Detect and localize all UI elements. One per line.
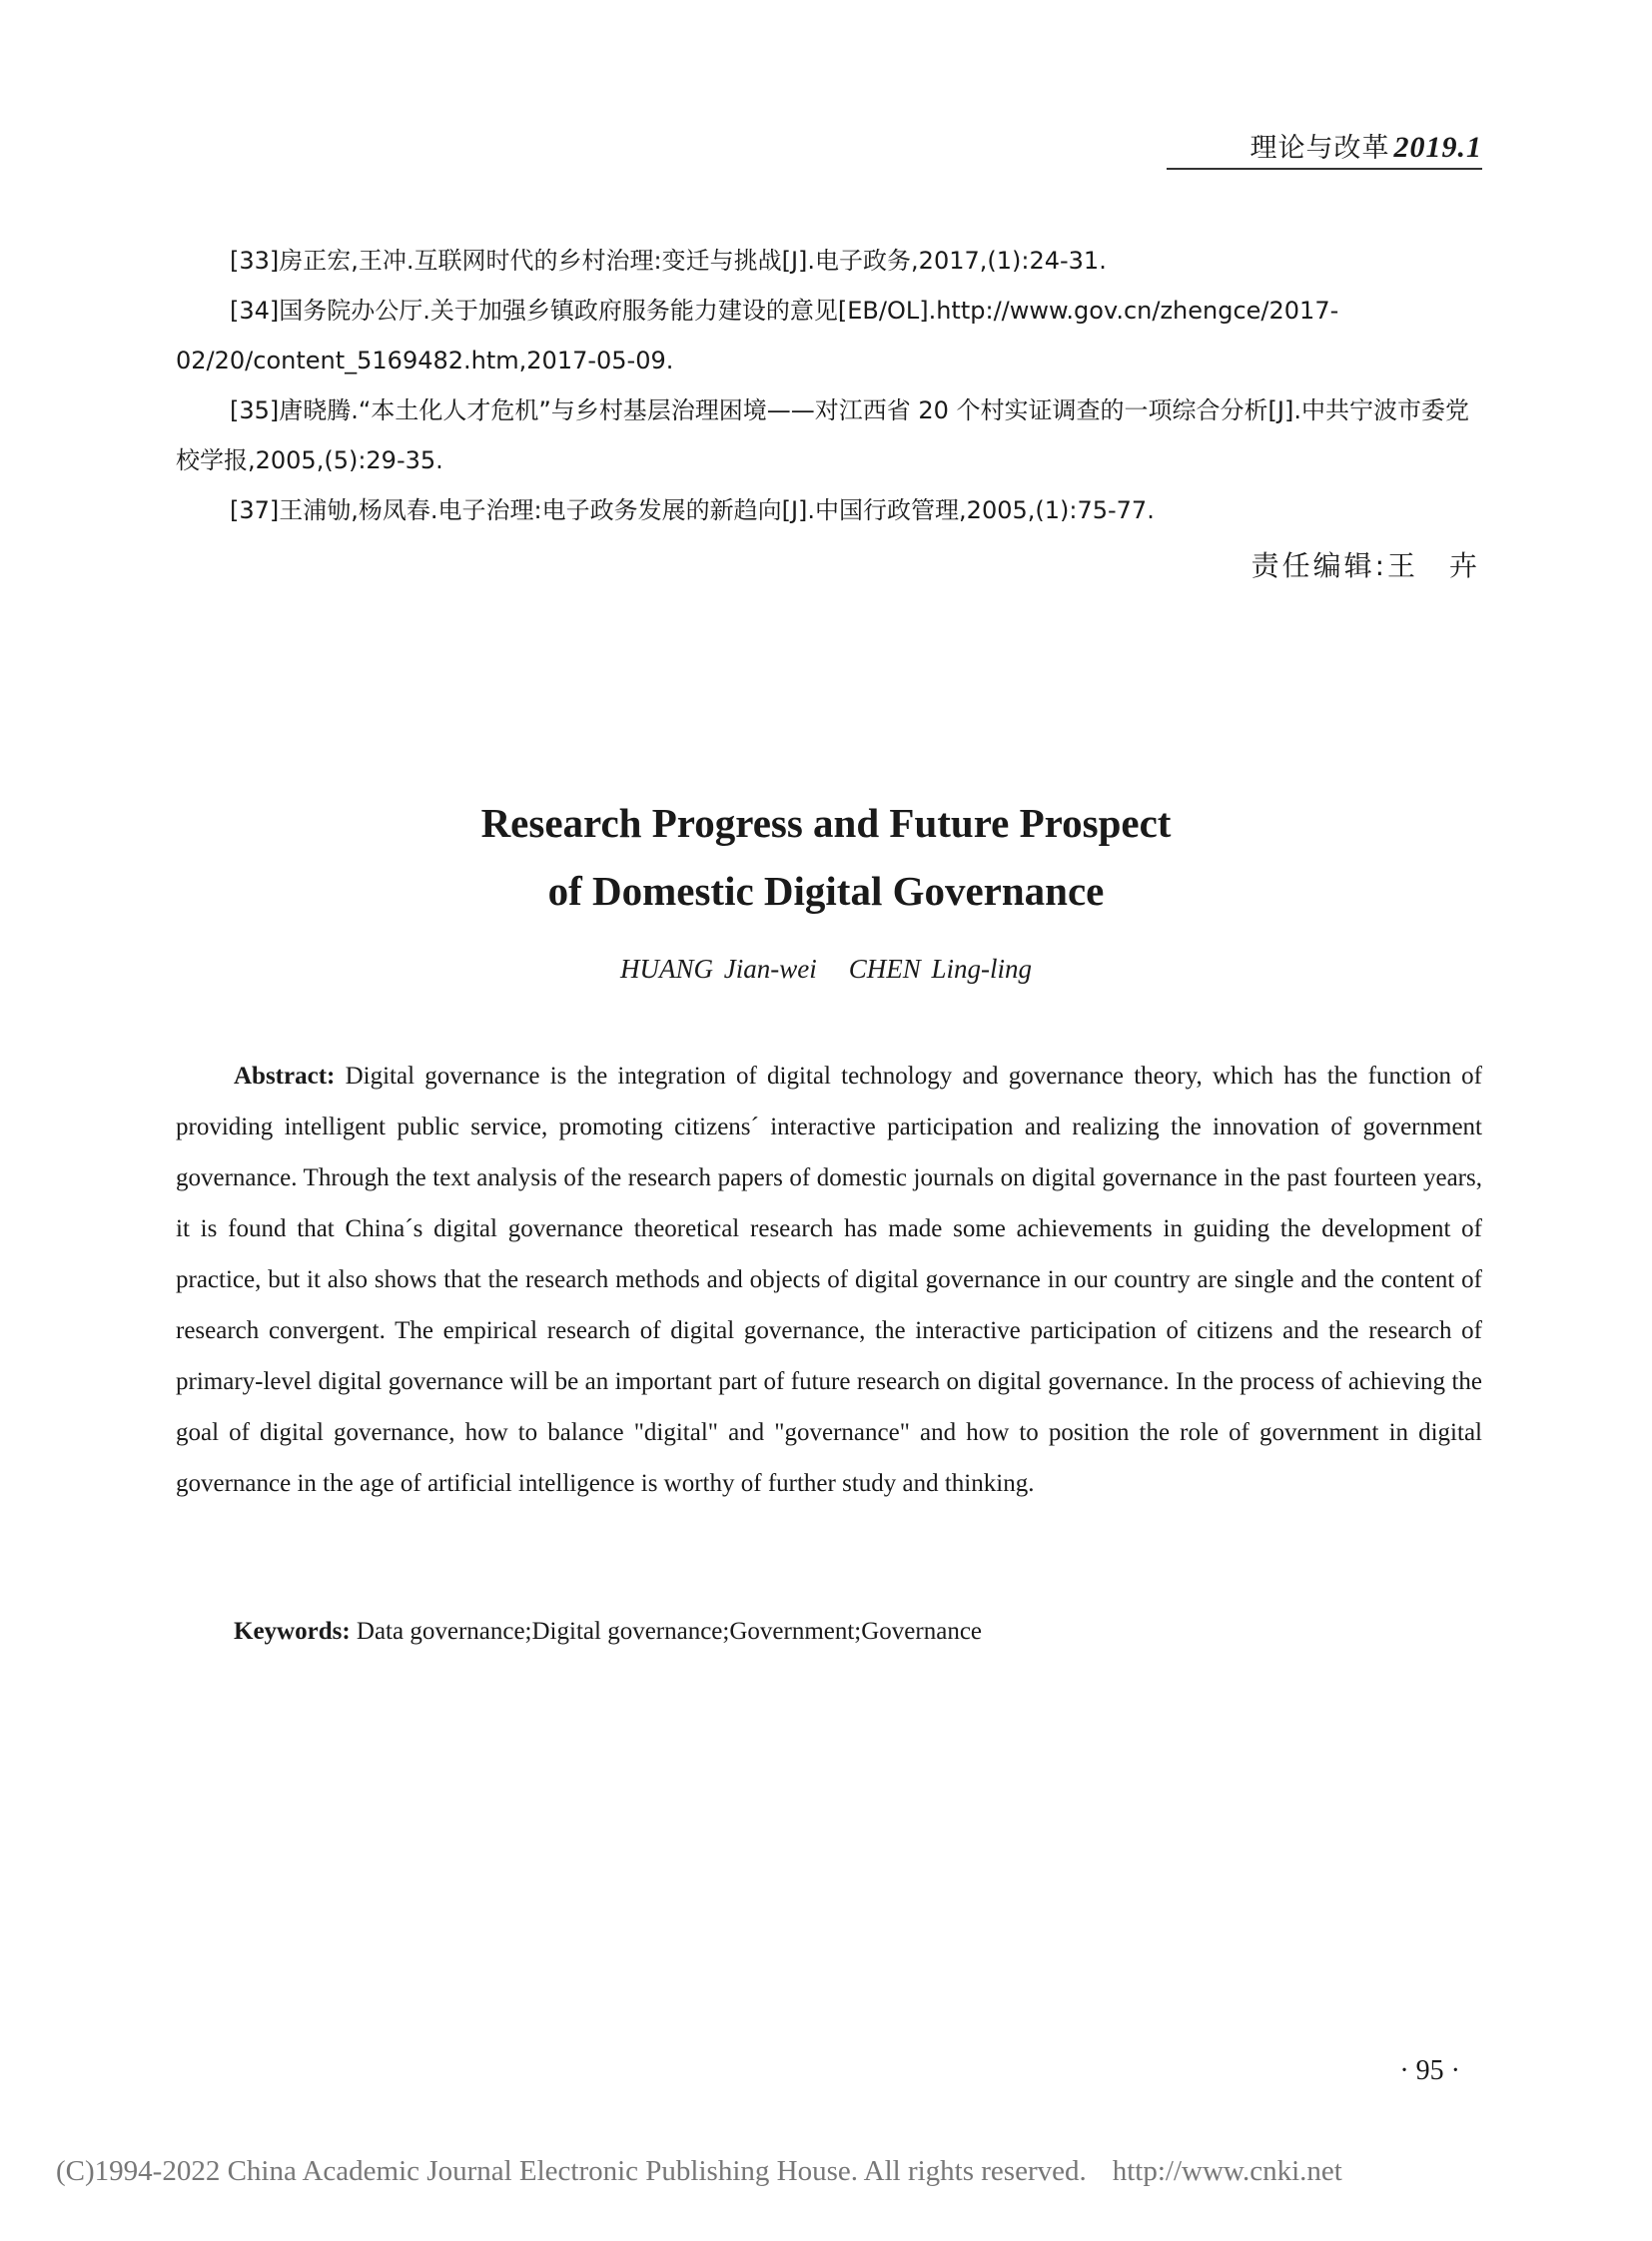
author-2: CHEN Ling-ling	[848, 954, 1032, 984]
keywords-label: Keywords:	[234, 1618, 351, 1645]
journal-name: 理论与改革	[1249, 133, 1390, 164]
page-number: · 95 ·	[1399, 2055, 1460, 2086]
title-line-1: Research Progress and Future Prospect	[480, 800, 1172, 846]
author-line	[0, 954, 1652, 985]
abstract-text: Digital governance is the integration of digital technology and governance theory, which has the function of providing intelligent public service, promoting citizens´ interactive participation and realizing the innovation of government governance. Through the text analysis of the research papers of domestic journals on digital governance in the past fourteen years, it is found that China´s digital governance theoretical research has made some achievements in guiding the development of practice, but it also shows that the research methods and objects of digital governance in our country are single and the content of research convergent. The empirical research of digital governance, the interactive participation of citizens and the research of primary-level digital governance will be an important part of future research on digital governance. In the process of achieving the goal of digital governance, how to balance "digital" and "governance" and how to position the role of government in digital governance in the age of artificial intelligence is worthy of further study and thinking.	[176, 1063, 1483, 1497]
reference-item: [37]王浦劬,杨凤春.电子治理:电子政务发展的新趋向[J].中国行政管理,2005,(1):75-77.	[230, 496, 1155, 524]
reference-item: [33]房正宏,王冲.互联网时代的乡村治理:变迁与挑战[J].电子政务,2017,(1):24-31.	[230, 247, 1107, 275]
copyright-text: (C)1994-2022 China Academic Journal Electronic Publishing House. All rights reserved.	[56, 2155, 1087, 2187]
keywords-text: Data governance;Digital governance;Government;Governance	[356, 1618, 983, 1645]
running-header	[1250, 126, 1483, 165]
footer-url: http://www.cnki.net	[1112, 2155, 1342, 2187]
responsible-editor: 责任编辑:王 卉	[1250, 549, 1480, 582]
reference-item: [35]唐晓腾.“本土化人才危机”与乡村基层治理困境——对江西省 20 个村实证调查的一项综合分析[J].中共宁波市委党校学报,2005,(5):29-35.	[176, 396, 1469, 474]
keywords	[234, 1618, 982, 1646]
author-1: HUANG Jian-wei	[620, 954, 817, 984]
reference-item: [34]国务院办公厅.关于加强乡镇政府服务能力建设的意见[EB/OL].http://www.gov.cn/zhengce/2017-02/20/content_5169482.htm,2017-05-09.	[176, 297, 1339, 374]
english-title	[0, 789, 1652, 925]
abstract-label: Abstract:	[234, 1063, 336, 1090]
title-line-2: of Domestic Digital Governance	[547, 868, 1105, 914]
issue-number: 2019.1	[1393, 131, 1482, 164]
header-rule	[1167, 168, 1482, 170]
abstract	[176, 1051, 1482, 1509]
copyright-footer	[56, 2155, 1342, 2188]
reference-list	[176, 236, 1482, 535]
